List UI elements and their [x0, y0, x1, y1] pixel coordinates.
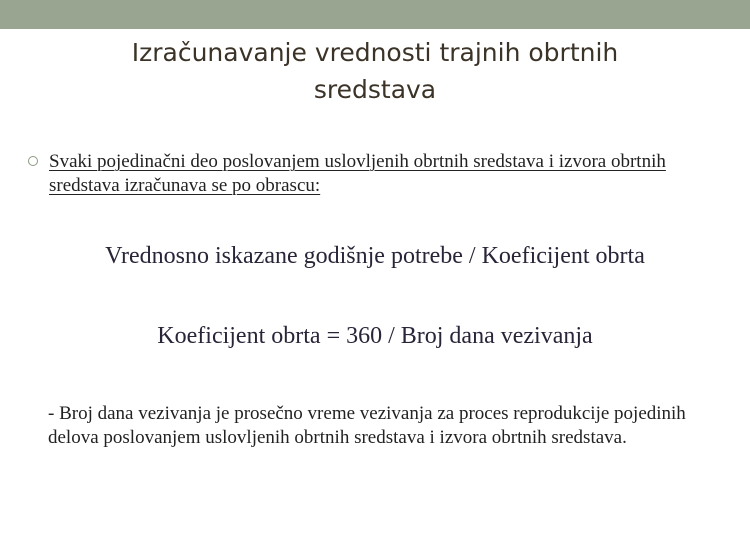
slide-title-line2: sredstava [313, 75, 437, 104]
top-bar [0, 0, 750, 29]
formula-coefficient: Koeficijent obrta = 360 / Broj dana vezivanja [157, 323, 593, 349]
slide-title [0, 34, 750, 108]
note-text: - Broj dana vezivanja je prosečno vreme vezivanja za proces reprodukcije pojedinih delova poslovanjem uslovljenih obrtnih sredstava i izvora obrtnih sredstava. [48, 403, 686, 448]
slide-title-line1: Izračunavanje vrednosti trajnih obrtnih [131, 38, 619, 67]
bullet-text: Svaki pojedinačni deo poslovanjem uslovljenih obrtnih sredstava i izvora obrtnih sredstava izračunava se po obrascu: [49, 151, 666, 196]
bullet-circle-icon [28, 156, 38, 166]
formula-main: Vrednosno iskazane godišnje potrebe / Koeficijent obrta [105, 243, 645, 269]
